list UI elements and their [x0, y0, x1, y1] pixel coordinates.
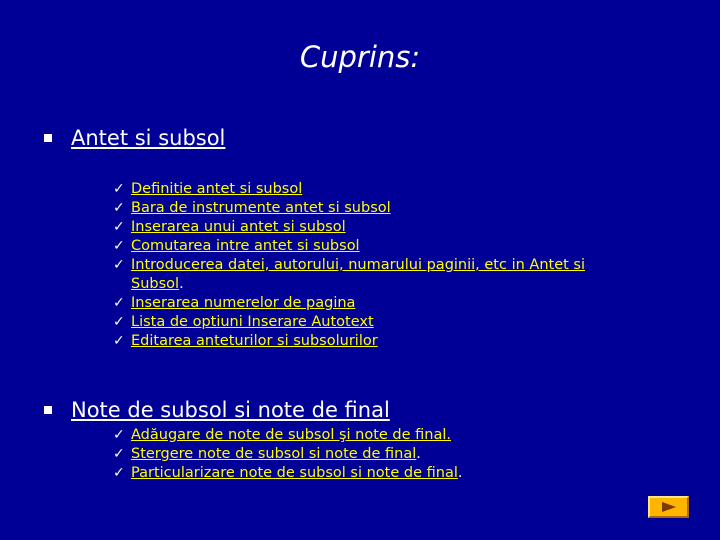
section-antet-si-subsol — [44, 126, 225, 150]
checkmark-icon: ✓ — [113, 446, 125, 462]
topic-link[interactable]: Lista de optiuni Inserare Autotext — [131, 314, 374, 330]
list-item: ✓ Introducerea datei, autorului, numarului paginii, etc in Antet si Subsol. — [113, 257, 585, 292]
checkmark-icon: ✓ — [113, 219, 125, 235]
list-item — [113, 199, 636, 218]
topic-link[interactable]: Definitie antet si subsol — [131, 181, 303, 197]
sublist-note-de-subsol — [113, 426, 462, 483]
checkmark-icon: ✓ — [113, 314, 125, 330]
topic-link[interactable]: Editarea anteturilor si subsolurilor — [131, 333, 378, 349]
topic-link[interactable]: Stergere note de subsol si note de final — [131, 446, 417, 462]
list-item — [113, 237, 636, 256]
checkmark-icon: ✓ — [113, 257, 125, 273]
section-link-note-de-subsol[interactable]: Note de subsol si note de final — [71, 398, 390, 422]
checkmark-icon: ✓ — [113, 181, 125, 197]
list-item — [113, 426, 462, 445]
square-bullet-icon — [44, 134, 52, 142]
sublist-antet-si-subsol — [113, 180, 636, 351]
topic-link[interactable]: Comutarea intre antet si subsol — [131, 238, 360, 254]
checkmark-icon: ✓ — [113, 427, 125, 443]
checkmark-icon: ✓ — [113, 200, 125, 216]
topic-link[interactable]: Introducerea datei, autorului, numarului paginii, etc in Antet si Subsol — [131, 257, 585, 292]
play-right-icon — [660, 501, 678, 513]
square-bullet-icon — [44, 406, 52, 414]
checkmark-icon: ✓ — [113, 465, 125, 481]
checkmark-icon: ✓ — [113, 295, 125, 311]
checkmark-icon: ✓ — [113, 333, 125, 349]
section-link-antet-si-subsol[interactable]: Antet si subsol — [71, 126, 226, 150]
topic-link[interactable]: Particularizare note de subsol si note de final — [131, 465, 458, 481]
list-item: ✓ Particularizare note de subsol si note de final. — [113, 465, 463, 481]
topic-link[interactable]: Inserarea unui antet si subsol — [131, 219, 346, 235]
page-title: Cuprins: — [299, 40, 421, 74]
list-item: ✓ Stergere note de subsol si note de final. — [113, 446, 421, 462]
list-item — [113, 180, 636, 199]
list-item — [113, 332, 636, 351]
list-item — [113, 218, 636, 237]
topic-link[interactable]: Bara de instrumente antet si subsol — [131, 200, 391, 216]
topic-link[interactable]: Adăugare de note de subsol şi note de final. — [131, 427, 452, 443]
list-item — [113, 294, 636, 313]
topic-link[interactable]: Inserarea numerelor de pagina — [131, 295, 356, 311]
next-slide-button[interactable] — [648, 496, 689, 518]
section-note-de-subsol — [44, 398, 390, 422]
checkmark-icon: ✓ — [113, 238, 125, 254]
list-item — [113, 313, 636, 332]
